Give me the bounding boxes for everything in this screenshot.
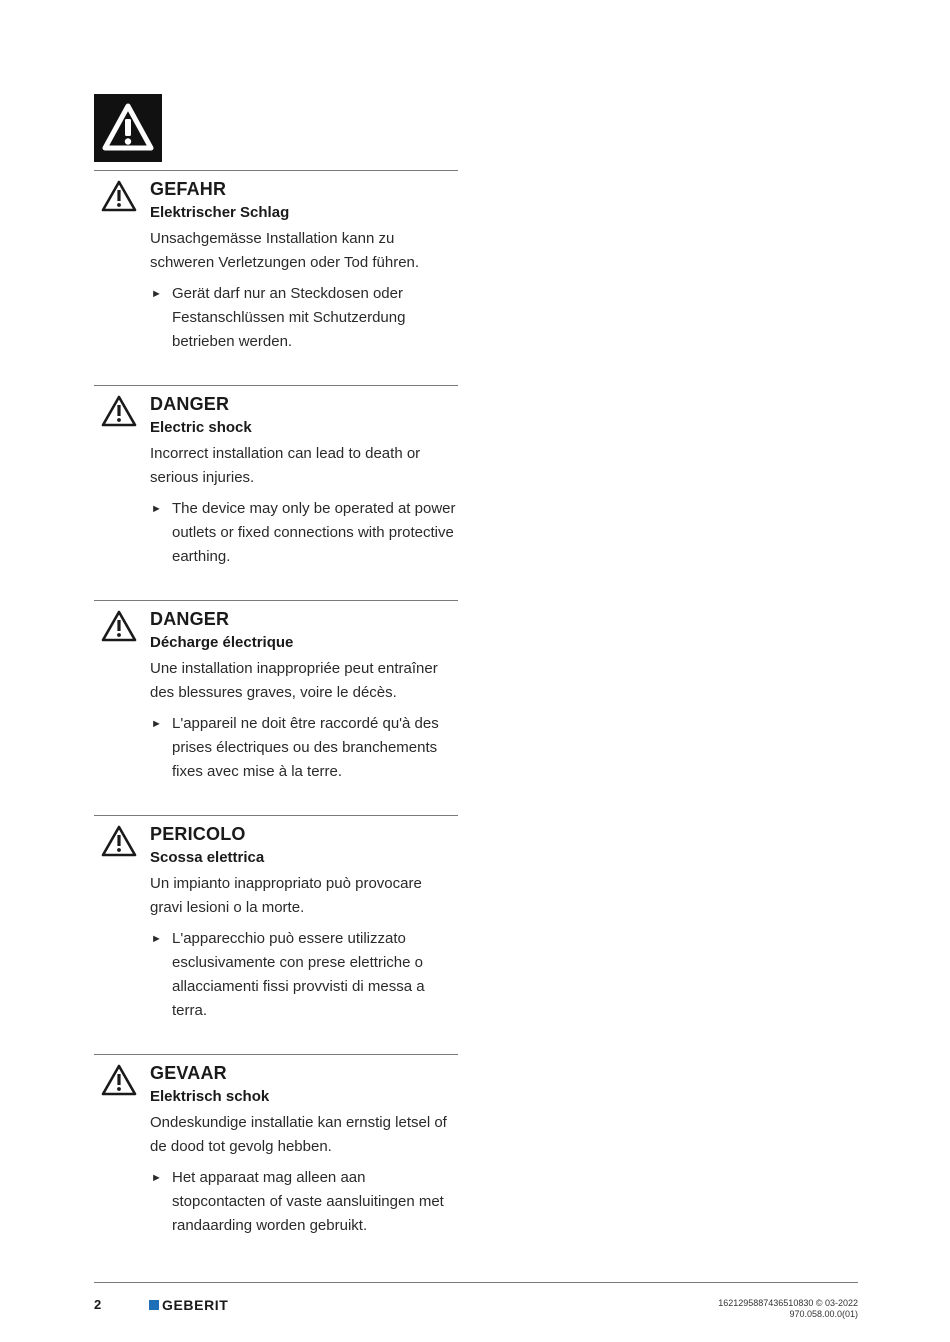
- signal-word: DANGER: [150, 609, 230, 629]
- warning-triangle-icon: [94, 94, 162, 162]
- safety-measure: [150, 282, 458, 354]
- bullet-arrow-icon: ►: [151, 718, 162, 730]
- hazard-consequence: Une installation inappropriée peut entraîner des blessures graves, voire le décès.: [150, 660, 438, 701]
- safety-measure: [150, 497, 458, 569]
- safety-measure-text: The device may only be operated at power outlets or fixed connections with protective earthing.: [172, 500, 456, 565]
- bullet-arrow-icon: ►: [151, 1172, 162, 1184]
- hazard-type: Décharge électrique: [150, 634, 294, 651]
- warning-section-en: [94, 385, 458, 569]
- hazard-consequence: Un impianto inappropriato può provocare gravi lesioni o la morte.: [150, 875, 422, 916]
- warning-triangle-icon: [100, 394, 138, 428]
- safety-measure: [150, 712, 458, 784]
- warning-section-nl: [94, 1054, 458, 1238]
- bullet-arrow-icon: ►: [151, 288, 162, 300]
- hazard-consequence: Ondeskundige installatie kan ernstig letsel of de dood tot gevolg hebben.: [150, 1114, 447, 1155]
- warning-section-de: [94, 170, 458, 354]
- safety-measure-text: Het apparaat mag alleen aan stopcontacten of vaste aansluitingen met randaarding worden gebruikt.: [172, 1169, 444, 1234]
- page-number: 2: [94, 1297, 102, 1312]
- signal-word: DANGER: [150, 394, 230, 414]
- bullet-arrow-icon: ►: [151, 503, 162, 515]
- hazard-type: Electric shock: [150, 419, 252, 436]
- document-number: 970.058.00.0(01): [789, 1309, 858, 1319]
- document-code: 1621295887436510830 © 03-2022: [718, 1298, 858, 1308]
- safety-measure-text: Gerät darf nur an Steckdosen oder Festanschlüssen mit Schutzerdung betrieben werden.: [172, 285, 406, 350]
- signal-word: GEVAAR: [150, 1063, 227, 1083]
- brand-name: GEBERIT: [162, 1297, 229, 1313]
- bullet-arrow-icon: ►: [151, 933, 162, 945]
- document-meta: [718, 1298, 858, 1320]
- warning-triangle-icon: [100, 824, 138, 858]
- safety-measure: [150, 927, 458, 1023]
- hazard-type: Elektrisch schok: [150, 1088, 270, 1105]
- logo-square-icon: [149, 1300, 159, 1310]
- footer-divider: [94, 1282, 858, 1283]
- signal-word: GEFAHR: [150, 179, 227, 199]
- warning-section-it: [94, 815, 458, 1023]
- brand-logo: [149, 1297, 228, 1313]
- hazard-type: Elektrischer Schlag: [150, 204, 290, 221]
- warning-section-fr: [94, 600, 458, 784]
- hazard-type: Scossa elettrica: [150, 849, 265, 866]
- warning-triangle-icon: [100, 179, 138, 213]
- signal-word: PERICOLO: [150, 824, 246, 844]
- safety-measure: [150, 1166, 458, 1238]
- header-warning-badge: [94, 94, 162, 162]
- warning-triangle-icon: [100, 1063, 138, 1097]
- warning-triangle-icon: [100, 609, 138, 643]
- hazard-consequence: Unsachgemässe Installation kann zu schweren Verletzungen oder Tod führen.: [150, 230, 420, 271]
- safety-measure-text: L'apparecchio può essere utilizzato esclusivamente con prese elettriche o allacciamenti fissi provvisti di messa a terra.: [172, 930, 425, 1019]
- safety-measure-text: L'appareil ne doit être raccordé qu'à des prises électriques ou des branchements fixes avec mise à la terre.: [172, 715, 439, 780]
- hazard-consequence: Incorrect installation can lead to death or serious injuries.: [150, 445, 421, 486]
